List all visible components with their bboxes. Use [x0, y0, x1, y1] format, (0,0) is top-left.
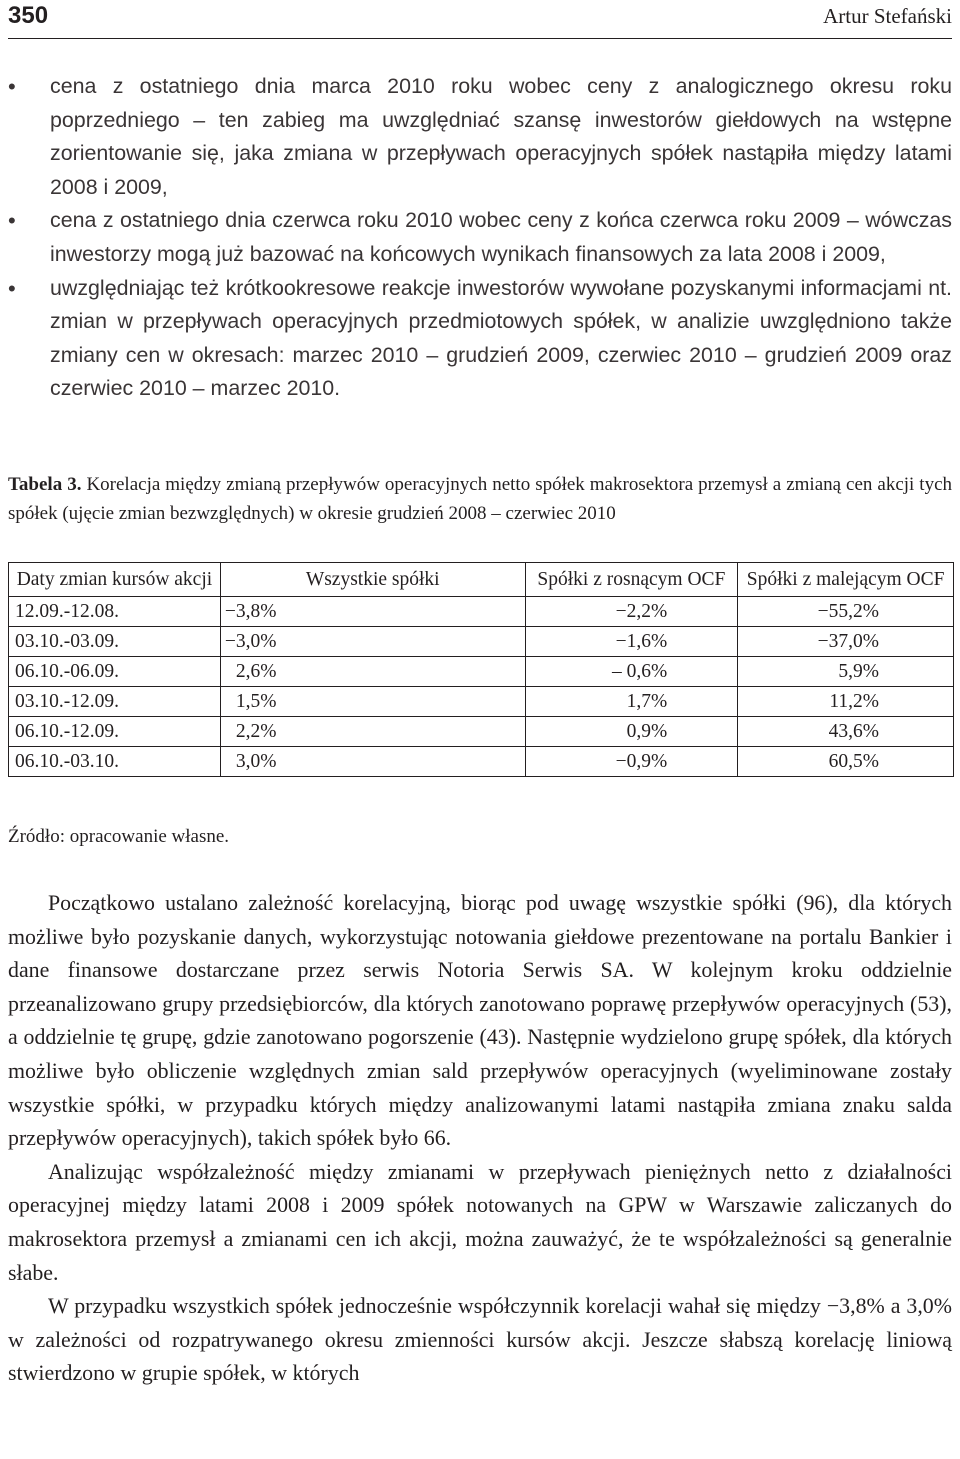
table-row: [9, 657, 954, 687]
table-cell-all: −3,8%: [220, 597, 525, 627]
bullet-item: [8, 70, 952, 204]
column-header-dates: Daty zmian kursów akcji: [9, 563, 221, 597]
correlation-table: [8, 562, 954, 777]
table-cell-falling: 5,9%: [738, 657, 954, 687]
body-paragraph: W przypadku wszystkich spółek jednocześnie współczynnik korelacji wahał się między −3,8% a 3,0% w zależności od rozpatrywanego okresu zmienności kursów akcji. Jeszcze słabszą korelację liniową stwierdzono w grupie spółek, w których: [8, 1293, 952, 1386]
table-cell-dates: 03.10.-03.09.: [9, 627, 221, 657]
column-header-rising-ocf: Spółki z rosnącym OCF: [525, 563, 738, 597]
table-cell-rising: −0,9%: [525, 747, 738, 777]
table-caption-label: Tabela 3.: [8, 474, 82, 495]
body-paragraph: Początkowo ustalano zależność korelacyjną, biorąc pod uwagę wszystkie spółki (96), dla których możliwe było pozyskanie danych, wykorzystując notowania giełdowe prezentowane na portalu Bankier i dane finansowe dostarczane przez serwis Notoria Serwis SA. W kolejnym kroku oddzielnie przeanalizowano grupy przedsiębiorców, dla których zanotowano poprawę przepływów operacyjnych (53), a oddzielnie tę grupę, gdzie zanotowano pogorszenie (43). Następnie wydzielono grupę spółek, dla których możliwe było obliczenie względnych zmian sald przepływów operacyjnych (wyeliminowane zostały wszystkie spółki, w przypadku których między analizowanymi latami nastąpiła zmiana znaku salda przepływów operacyjnych), takich spółek było 66.: [8, 890, 952, 1151]
column-header-falling-ocf: Spółki z malejącym OCF: [738, 563, 954, 597]
table-caption: [8, 470, 952, 528]
bullet-icon: •: [8, 275, 16, 301]
bullet-icon: •: [8, 208, 16, 234]
table-cell-all: 3,0%: [220, 747, 525, 777]
bullet-text: uwzględniając też krótkookresowe reakcje inwestorów wywołane pozyskanymi informacjami nt. zmian w przepływach operacyjnych przedmiotowych spółek, w analizie uwzględniono także zmiany cen w okresach: marzec 2010 – grudzień 2009, czerwiec 2010 – grudzień 2009 oraz czerwiec 2010 – marzec 2010.: [50, 275, 952, 401]
body-text: [8, 886, 952, 1390]
table-caption-text: Korelacja między zmianą przepływów operacyjnych netto spółek makrosektora przemysł a zmianą cen akcji tych spółek (ujęcie zmian bezwzględnych) w okresie grudzień 2008 – czerwiec 2010: [8, 474, 953, 524]
table-cell-falling: 11,2%: [738, 687, 954, 717]
table-cell-all: 1,5%: [220, 687, 525, 717]
table-header-row: [9, 563, 954, 597]
table-cell-dates: 03.10.-12.09.: [9, 687, 221, 717]
table-row: [9, 597, 954, 627]
body-paragraph: Analizując współzależność między zmianami w przepływach pieniężnych netto z działalności operacyjnej między latami 2008 i 2009 spółek notowanych na GPW w Warszawie zaliczanych do makrosektora przemysł a zmianami cen ich akcji, można zauważyć, że te współzależności są generalnie słabe.: [8, 1158, 952, 1285]
table-cell-rising: 0,9%: [525, 717, 738, 747]
table-cell-all: 2,6%: [220, 657, 525, 687]
table-row: [9, 627, 954, 657]
author-name: Artur Stefański: [823, 4, 952, 28]
table-cell-falling: −55,2%: [738, 597, 954, 627]
table-row: [9, 687, 954, 717]
table-cell-dates: 06.10.-12.09.: [9, 717, 221, 747]
bullet-text: cena z ostatniego dnia czerwca roku 2010 wobec ceny z końca czerwca roku 2009 – wówczas inwestorzy mogą już bazować na końcowych wynikach finansowych za lata 2008 i 2009,: [50, 208, 952, 266]
column-header-all-companies: Wszystkie spółki: [220, 563, 525, 597]
bullet-item: [8, 272, 952, 406]
table-cell-rising: 1,7%: [525, 687, 738, 717]
table-cell-all: 2,2%: [220, 717, 525, 747]
table-cell-falling: 43,6%: [738, 717, 954, 747]
table-row: [9, 747, 954, 777]
page-number: 350: [8, 2, 49, 29]
table-source-note: Źródło: opracowanie własne.: [8, 826, 230, 847]
table-cell-all: −3,0%: [220, 627, 525, 657]
table-cell-dates: 06.10.-06.09.: [9, 657, 221, 687]
bullet-list: [8, 70, 952, 406]
bullet-icon: •: [8, 74, 16, 99]
table-cell-dates: 06.10.-03.10.: [9, 747, 221, 777]
running-header: [8, 0, 952, 39]
bullet-item: [8, 204, 952, 271]
table-cell-dates: 12.09.-12.08.: [9, 597, 221, 627]
table-cell-rising: −2,2%: [525, 597, 738, 627]
table-cell-falling: −37,0%: [738, 627, 954, 657]
table-cell-rising: – 0,6%: [525, 657, 738, 687]
bullet-text: cena z ostatniego dnia marca 2010 roku wobec ceny z analogicznego okresu roku poprzedniego – ten zabieg ma uwzględniać szansę inwestorów giełdowych na wstępne zorientowanie się, jaka zmiana w przepływach operacyjnych spółek nastąpiła między latami 2008 i 2009,: [50, 74, 952, 199]
table-cell-falling: 60,5%: [738, 747, 954, 777]
table-row: [9, 717, 954, 747]
table-cell-rising: −1,6%: [525, 627, 738, 657]
